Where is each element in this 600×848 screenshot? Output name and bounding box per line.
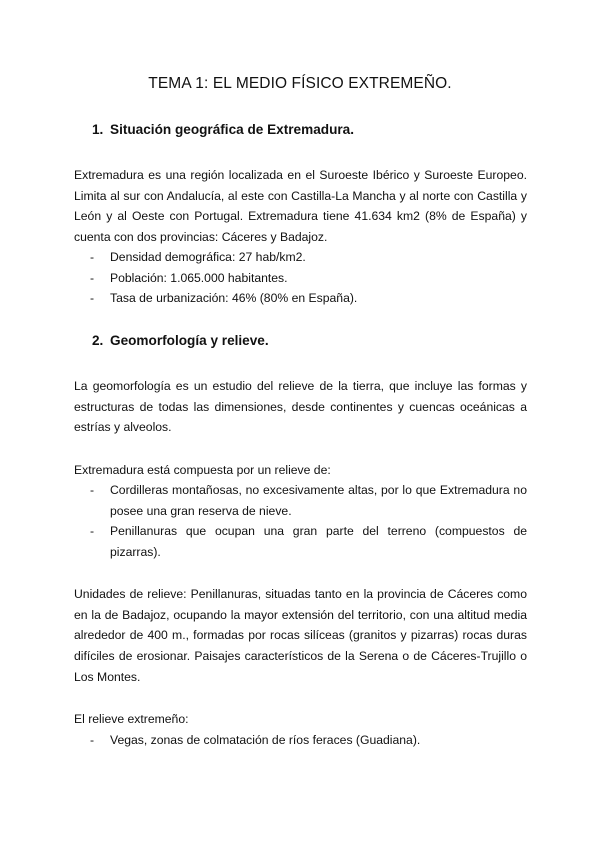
list-item bbox=[74, 288, 527, 309]
section-number: 1. bbox=[92, 122, 104, 137]
section-number: 2. bbox=[92, 333, 104, 348]
list-item bbox=[74, 480, 527, 521]
list-item-text: Penillanuras que ocupan una gran parte del terreno (compuestos de pizarras). bbox=[110, 524, 527, 560]
bullet-dash: - bbox=[90, 483, 95, 497]
document-title: TEMA 1: EL MEDIO FÍSICO EXTREMEÑO. bbox=[148, 75, 452, 92]
bullet-dash: - bbox=[90, 270, 95, 285]
list-item-text: Vegas, zonas de colmatación de ríos feraces (Guadiana). bbox=[110, 733, 421, 747]
bullet-dash: - bbox=[90, 733, 95, 747]
list-item-text: Densidad demográfica: 27 hab/km2. bbox=[110, 250, 306, 264]
section-heading-situacion bbox=[92, 122, 354, 137]
bullet-dash: - bbox=[90, 291, 95, 306]
paragraph-relieve-extremeno: El relieve extremeño: bbox=[74, 712, 189, 726]
paragraph-geomorfologia: La geomorfología es un estudio del relieve de la tierra, que incluye las formas y estructuras de todas las dimensiones, desde continentes y cuencas oceánicas a estrías y alveolos. bbox=[74, 379, 527, 435]
bullet-list-datos bbox=[74, 247, 527, 309]
list-item bbox=[74, 730, 527, 751]
section-title: Situación geográfica de Extremadura. bbox=[110, 122, 355, 137]
list-item bbox=[74, 521, 527, 562]
paragraph-situacion: Extremadura es una región localizada en el Suroeste Ibérico y Suroeste Europeo. Limita al sur con Andalucía, al este con Castilla-La Mancha y al norte con Castilla y León y al Oeste con Portugal. Extremadura tiene 41.634 km2 (8% de España) y cuenta con dos provincias: Cáceres y Badajoz. bbox=[74, 168, 527, 245]
bullet-dash: - bbox=[90, 250, 95, 264]
list-item-text: Población: 1.065.000 habitantes. bbox=[110, 270, 288, 285]
list-item-text: Tasa de urbanización: 46% (80% en España). bbox=[110, 291, 358, 306]
paragraph-unidades-relieve: Unidades de relieve: Penillanuras, situadas tanto en la provincia de Cáceres como en la de Badajoz, ocupando la mayor extensión del territorio, con una altitud media alrededor de 400 m., formadas por rocas silíceas (granitos y pizarras) rocas duras difíciles de erosionar. Paisajes característicos de la Serena o de Cáceres-Trujillo o Los Montes. bbox=[74, 587, 527, 684]
section-heading-geomorfologia bbox=[92, 333, 269, 348]
list-item-text: Cordilleras montañosas, no excesivamente altas, por lo que Extremadura no posee una gran reserva de nieve. bbox=[110, 483, 527, 518]
bullet-dash: - bbox=[90, 524, 95, 539]
list-item bbox=[74, 247, 527, 268]
list-item bbox=[74, 268, 527, 289]
bullet-list-relieve-extremeno bbox=[74, 730, 527, 751]
bullet-list-relieve bbox=[74, 480, 527, 563]
section-title: Geomorfología y relieve. bbox=[110, 333, 269, 348]
paragraph-relieve-intro: Extremadura está compuesta por un relieve de: bbox=[74, 463, 331, 477]
